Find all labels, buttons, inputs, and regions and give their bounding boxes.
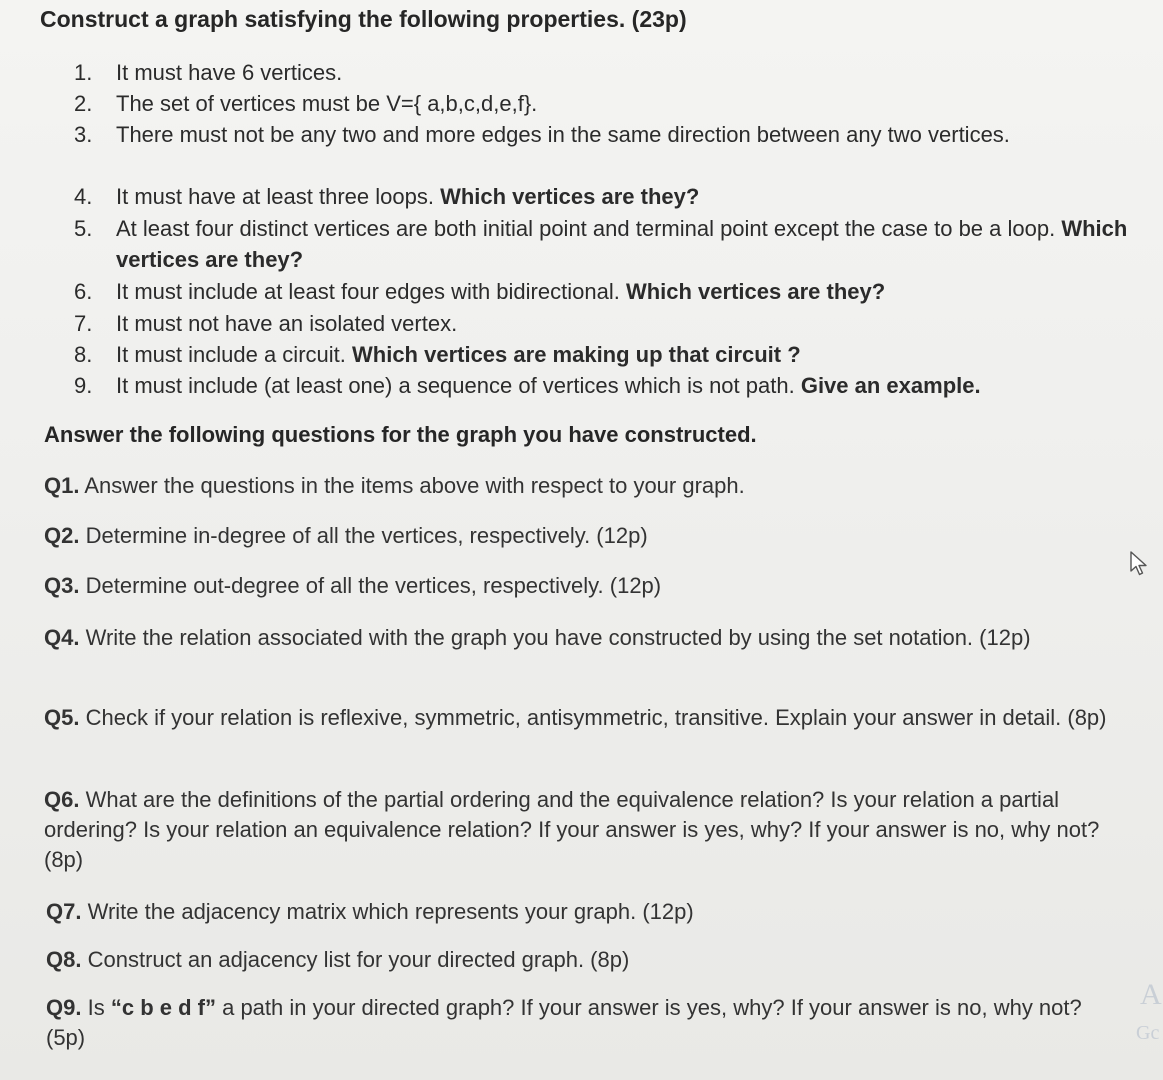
question-id: Q9. [46,995,82,1020]
item-question: Which vertices are they? [440,184,700,209]
question-q8 [46,945,1126,975]
item-number: 9. [74,373,93,398]
main-heading: Construct a graph satisfying the following properties. (23p) [40,6,687,32]
question-q4 [44,623,1119,653]
item-number: 4. [74,184,93,209]
question-text: What are the definitions of the partial ordering and the equivalence relation? Is your relation a partial ordering? Is your relation an equivalence relation? If your answer is yes, why? If your answer is no, why not? (8p) [44,787,1100,872]
item-text: It must include at least four edges with bidirectional. [116,279,620,304]
question-id: Q6. [44,787,80,812]
question-text-before: Is [87,995,105,1020]
question-text: Determine in-degree of all the vertices, respectively. (12p) [85,523,648,548]
question-q6 [44,785,1119,875]
item-number: 1. [74,60,93,85]
edge-text-fragment: A [1140,978,1162,1011]
item-text: It must include (at least one) a sequence of vertices which is not path. [116,373,795,398]
item-text: It must have 6 vertices. [116,60,343,85]
edge-text-fragment: Gc [1136,1022,1160,1044]
question-id: Q3. [44,573,80,598]
question-id: Q7. [46,899,82,924]
item-number: 8. [74,342,93,367]
answer-heading: Answer the following questions for the graph you have constructed. [44,422,757,447]
question-id: Q5. [44,705,80,730]
item-text: There must not be any two and more edges in the same direction between any two vertices. [116,122,1010,147]
item-number: 6. [74,279,93,304]
item-question: Which vertices are they? [625,279,886,304]
item-number: 7. [74,311,93,336]
item-question: Which vertices are they? [116,216,1128,272]
item-number: 2. [74,91,93,116]
mouse-cursor-icon [1128,550,1150,578]
item-question: Give an example. [800,373,981,398]
question-q5 [44,703,1119,733]
quoted-sequence: “c b e d f” [110,995,216,1020]
item-text: It must include a circuit. [116,342,346,367]
question-q1 [44,471,1124,501]
question-text: Check if your relation is reflexive, symmetric, antisymmetric, transitive. Explain your answer in detail. (8p) [85,705,1107,730]
question-id: Q1. [44,473,80,498]
item-text: The set of vertices must be V={ a,b,c,d,e,f}. [116,91,538,116]
question-q7 [46,897,1126,927]
item-number: 5. [74,216,93,241]
question-text: Construct an adjacency list for your directed graph. (8p) [87,947,630,972]
question-id: Q8. [46,947,82,972]
item-text: It must have at least three loops. [116,184,434,209]
question-id: Q4. [44,625,80,650]
question-text: Determine out-degree of all the vertices, respectively. (12p) [85,573,662,598]
question-q2 [44,521,1124,551]
item-text: At least four distinct vertices are both initial point and terminal point except the case to be a loop. [116,216,1056,241]
question-text-after: a path in your directed graph? If your answer is yes, why? If your answer is no, why not? (5p) [46,995,1082,1050]
question-q3 [44,571,1124,601]
question-id: Q2. [44,523,80,548]
question-text: Write the adjacency matrix which represents your graph. (12p) [87,899,694,924]
question-text: Write the relation associated with the graph you have constructed by using the set notation. (12p) [85,625,1031,650]
question-text: Answer the questions in the items above with respect to your graph. [84,473,745,498]
question-q9 [46,993,1106,1053]
item-text: It must not have an isolated vertex. [116,311,458,336]
item-number: 3. [74,122,93,147]
item-question: Which vertices are making up that circuit ? [352,342,801,367]
